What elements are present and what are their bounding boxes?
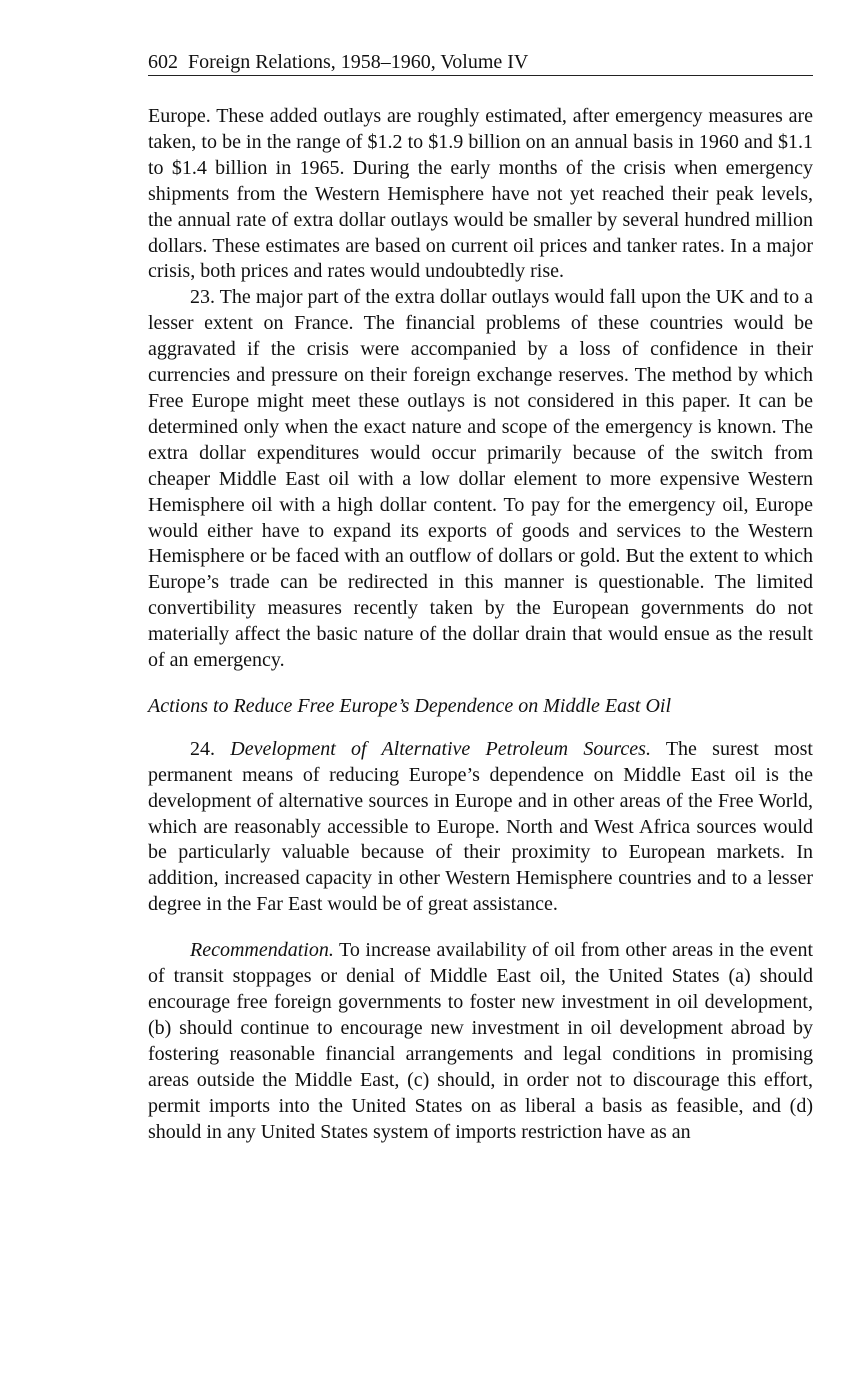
recommendation-body: To increase availability of oil from other areas in the event of transit stoppages or denial of Middle East oil, the United States (a) should encourage free foreign governments to foster new investment in oil development, (b) should continue to encourage new investment in oil development abroad by fostering reasonable financial arrangements and legal conditions in promising areas outside the Middle East, (c) should, in order not to discourage this effort, permit imports into the United States on as liberal a basis as feasible, and (d) should in any United States system of imports restriction have as an xyxy=(148,939,813,1143)
document-page xyxy=(148,50,813,1145)
paragraph-continued: Europe. These added outlays are roughly estimated, after emergency measures are taken, to be in the range of $1.2 to $1.9 billion on an annual basis in 1960 and $1.1 to $1.4 billion in 1965. During the early months of the crisis when emergency shipments from the Western Hemisphere have not yet reached their peak levels, the annual rate of extra dollar outlays would be smaller by several hundred million dollars. These estimates are based on current oil prices and tanker rates. In a major crisis, both prices and rates would undoubtedly rise. xyxy=(148,105,813,283)
running-title: Foreign Relations, 1958–1960, Volume IV xyxy=(188,51,529,73)
paragraph-24-number: 24. xyxy=(190,737,231,760)
page-number: 602 xyxy=(148,51,178,73)
recommendation-label: Recommendation. xyxy=(190,939,334,962)
paragraph-recommendation xyxy=(148,938,813,1145)
paragraph-24-body: The surest most permanent means of reducing Europe’s dependence on Middle East oil is the development of alternative sources in Europe and in other areas of the Free World, which are reasonably accessible to Europe. North and West Africa sources would be particularly valuable because of their proximity to European markets. In addition, increased capacity in other Western Hemisphere countries and to a lesser degree in the Far East would be of great assistance. xyxy=(148,737,813,916)
paragraph-24 xyxy=(148,737,813,918)
running-header xyxy=(148,50,813,76)
paragraph-24-title: Development of Alternative Petroleum Sources. xyxy=(230,737,651,760)
paragraph-23: 23. The major part of the extra dollar outlays would fall upon the UK and to a lesser extent on France. The financial problems of these countries would be aggravated if the crisis were accompanied by a loss of confidence in their currencies and pressure on their foreign exchange reserves. The method by which Free Europe might meet these outlays is not considered in this paper. It can be determined only when the exact nature and scope of the emergency is known. The extra dollar expenditures would occur primarily because of the switch from cheaper Middle East oil with a low dollar element to more expensive Western Hemisphere oil with a high dollar content. To pay for the emergency oil, Europe would either have to expand its exports of goods and services to the Western Hemisphere or be faced with an outflow of dollars or gold. But the extent to which Europe’s trade can be redirected in this manner is questionable. The limited convertibility measures recently taken by the European governments do not materially affect the basic nature of the dollar drain that would ensue as the result of an emergency. xyxy=(148,286,813,672)
section-heading: Actions to Reduce Free Europe’s Dependence on Middle East Oil xyxy=(148,694,671,717)
